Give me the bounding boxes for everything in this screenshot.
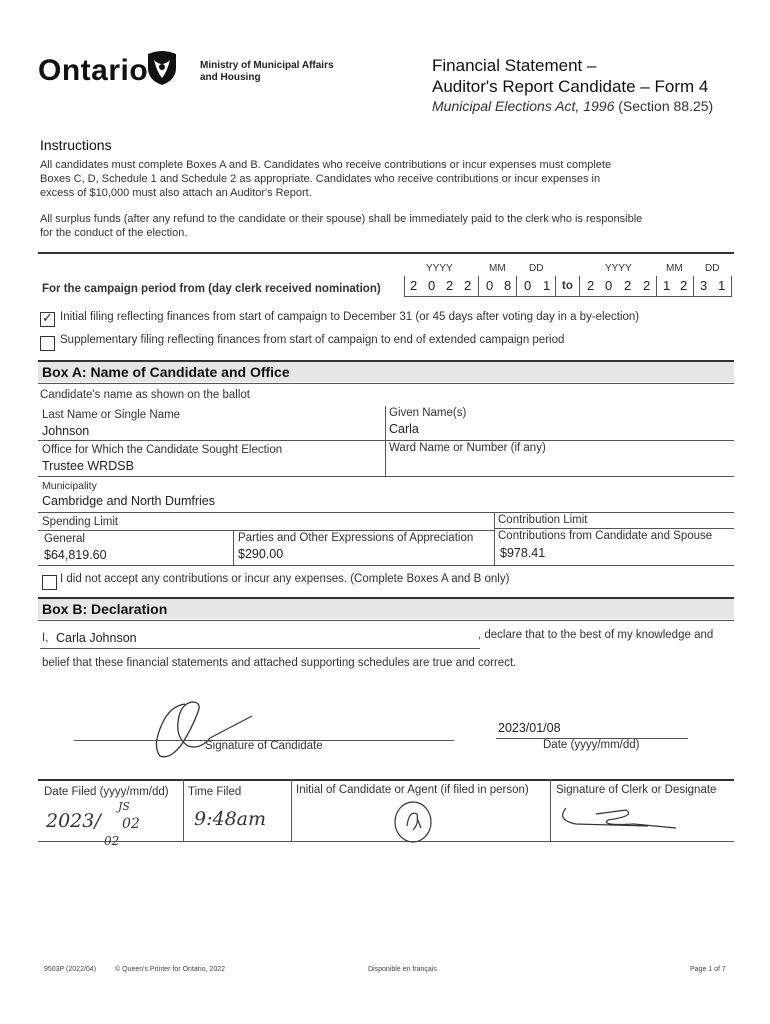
period-divider [693, 276, 694, 296]
ontario-logo-text: Ontario [38, 54, 149, 87]
from-day-digit-2[interactable]: 1 [543, 278, 551, 293]
instructions-paragraph-1 [40, 158, 730, 200]
from-year-digit-1[interactable]: 2 [410, 278, 418, 293]
ward-label: Ward Name or Number (if any) [389, 442, 546, 454]
spending-divider [233, 530, 234, 565]
to-year-digit-4[interactable]: 2 [643, 278, 651, 293]
from-year-digit-2[interactable]: 0 [428, 278, 436, 293]
signature-label: Signature of Candidate [205, 740, 323, 752]
instructions-p2-line-2: for the conduct of the election. [40, 227, 188, 239]
declarant-name[interactable]: Carla Johnson [56, 631, 137, 645]
municipality-label: Municipality [42, 480, 97, 492]
last-name-value[interactable]: Johnson [42, 424, 90, 438]
no-contributions-checkbox[interactable] [42, 575, 57, 590]
declarant-underline [40, 648, 480, 649]
given-name-value[interactable]: Carla [389, 422, 419, 436]
declaration-text-2: belief that these financial statements and attached supporting schedules are true and correct. [42, 657, 517, 669]
form-title-act [432, 98, 713, 114]
act-name: Municipal Elections Act, 1996 [432, 98, 615, 114]
initial-filing-label: Initial filing reflecting finances from start of campaign to December 31 (or 45 days after voting day in a by-election) [60, 311, 640, 323]
filing-divider [183, 779, 184, 841]
filing-divider [550, 779, 551, 841]
period-divider [579, 276, 580, 296]
to-dd-header: DD [705, 263, 720, 274]
period-divider [555, 276, 556, 296]
box-a-heading: Box A: Name of Candidate and Office [42, 364, 290, 380]
from-year-digit-3[interactable]: 2 [446, 278, 454, 293]
date-filed-initials: JS [118, 800, 130, 813]
period-divider [656, 276, 657, 296]
from-day-digit-1[interactable]: 0 [524, 278, 532, 293]
to-mm-header: MM [666, 263, 683, 274]
copyright: © Queen's Printer for Ontario, 2022 [115, 966, 225, 973]
contribution-limit-rule [494, 528, 734, 529]
instructions-p1-line-3: excess of $10,000 must also attach an Auditor's Report. [40, 187, 312, 199]
filing-table-top-rule [38, 779, 734, 781]
to-year-digit-3[interactable]: 2 [624, 278, 632, 293]
office-divider [385, 440, 386, 476]
from-year-digit-4[interactable]: 2 [464, 278, 472, 293]
page-number: Page 1 of 7 [690, 966, 726, 973]
initial-filing-checkbox[interactable] [40, 312, 55, 327]
to-year-digit-2[interactable]: 0 [605, 278, 613, 293]
form-title-line-2: Auditor's Report Candidate – Form 4 [432, 77, 709, 96]
instructions-paragraph-2 [40, 212, 730, 240]
name-divider [385, 406, 386, 440]
box-b-heading: Box B: Declaration [42, 601, 168, 617]
declaration-prefix: I, [42, 632, 49, 644]
candidate-signature-icon [140, 694, 270, 764]
spending-limit-label: Spending Limit [42, 516, 119, 528]
to-day-digit-2[interactable]: 1 [718, 278, 726, 293]
limits-row-rule [38, 565, 734, 566]
to-year-digit-1[interactable]: 2 [587, 278, 595, 293]
instructions-p2-line-1: All surplus funds (after any refund to the candidate or their spouse) shall be immediately paid to the clerk who is responsible [40, 213, 643, 225]
french-availability: Disponible en français [368, 966, 437, 973]
supplementary-filing-label: Supplementary filing reflecting finances from start of campaign to end of extended campaign period [60, 334, 565, 346]
municipality-value[interactable]: Cambridge and North Dumfries [42, 494, 215, 508]
contrib-spouse-label: Contributions from Candidate and Spouse [498, 530, 713, 542]
period-divider [516, 276, 517, 296]
period-underline [404, 296, 732, 297]
date-filed-handwritten[interactable]: 2023/ [46, 810, 101, 832]
ministry-name [200, 60, 334, 84]
form-code: 9503P (2022/04) [44, 966, 97, 973]
initial-agent-label: Initial of Candidate or Agent (if filed in person) [296, 784, 529, 796]
section-divider [38, 252, 734, 254]
supplementary-filing-checkbox[interactable] [40, 336, 55, 351]
office-row-rule [38, 476, 734, 477]
period-divider [404, 276, 405, 296]
from-month-digit-1[interactable]: 0 [486, 278, 494, 293]
parties-appreciation-label: Parties and Other Expressions of Appreciation [238, 532, 474, 544]
general-value[interactable]: $64,819.60 [44, 548, 107, 562]
office-label: Office for Which the Candidate Sought Election [42, 444, 283, 456]
to-day-digit-1[interactable]: 3 [700, 278, 708, 293]
municipality-row-rule [38, 512, 734, 513]
from-dd-header: DD [529, 263, 544, 274]
from-month-digit-2[interactable]: 8 [504, 278, 512, 293]
to-month-digit-2[interactable]: 2 [680, 278, 688, 293]
parties-appreciation-value[interactable]: $290.00 [238, 547, 284, 561]
contribution-divider [494, 512, 495, 565]
box-a-header [38, 362, 734, 382]
declaration-date-value[interactable]: 2023/01/08 [498, 721, 561, 735]
agent-initial-icon [385, 796, 445, 846]
clerk-signature-icon [556, 800, 696, 836]
box-a-header-rule [38, 383, 734, 384]
general-label: General [44, 533, 85, 545]
instructions-p1-line-1: All candidates must complete Boxes A and B. Candidates who receive contributions or incur expenses must complete [40, 159, 612, 171]
filing-divider [291, 779, 292, 841]
time-filed-handwritten[interactable]: 9:48am [194, 808, 267, 830]
name-row-rule [38, 440, 734, 441]
date-filed-handwritten-day: 02 [122, 816, 140, 832]
from-mm-header: MM [489, 263, 506, 274]
time-filed-label: Time Filed [188, 786, 242, 798]
spending-limit-rule [38, 530, 494, 531]
act-section: (Section 88.25) [618, 98, 714, 114]
office-value[interactable]: Trustee WRDSB [42, 459, 134, 473]
box-b-header [38, 599, 734, 619]
form-title-line-1: Financial Statement – [432, 56, 597, 75]
from-yyyy-header: YYYY [426, 263, 453, 274]
period-to-label: to [562, 280, 573, 292]
to-month-digit-1[interactable]: 1 [663, 278, 671, 293]
ministry-line-2: and Housing [200, 72, 261, 83]
campaign-period-label: For the campaign period from (day clerk received nomination) [42, 283, 381, 295]
box-b-header-rule [38, 620, 734, 621]
instructions-heading: Instructions [40, 137, 112, 153]
declaration-text-1: , declare that to the best of my knowledge and [478, 629, 714, 641]
last-name-label: Last Name or Single Name [42, 409, 181, 421]
clerk-signature-label: Signature of Clerk or Designate [556, 784, 717, 796]
period-divider [731, 276, 732, 296]
date-filed-correction: 02 [104, 834, 120, 848]
instructions-p1-line-2: Boxes C, D, Schedule 1 and Schedule 2 as appropriate. Candidates who receive contributions or incur expenses in [40, 173, 601, 185]
date-filed-label: Date Filed (yyyy/mm/dd) [44, 786, 169, 798]
date-label: Date (yyyy/mm/dd) [543, 739, 640, 751]
ballot-name-note: Candidate's name as shown on the ballot [40, 389, 250, 401]
given-name-label: Given Name(s) [389, 407, 467, 419]
trillium-logo-icon [145, 50, 179, 86]
contrib-spouse-value[interactable]: $978.41 [500, 546, 546, 560]
to-yyyy-header: YYYY [605, 263, 632, 274]
ministry-line-1: Ministry of Municipal Affairs [200, 60, 334, 71]
period-divider [478, 276, 479, 296]
contribution-limit-label: Contribution Limit [498, 514, 588, 526]
no-contributions-label: I did not accept any contributions or incur any expenses. (Complete Boxes A and B only) [60, 573, 510, 585]
check-mark-icon: ✓ [42, 310, 53, 325]
